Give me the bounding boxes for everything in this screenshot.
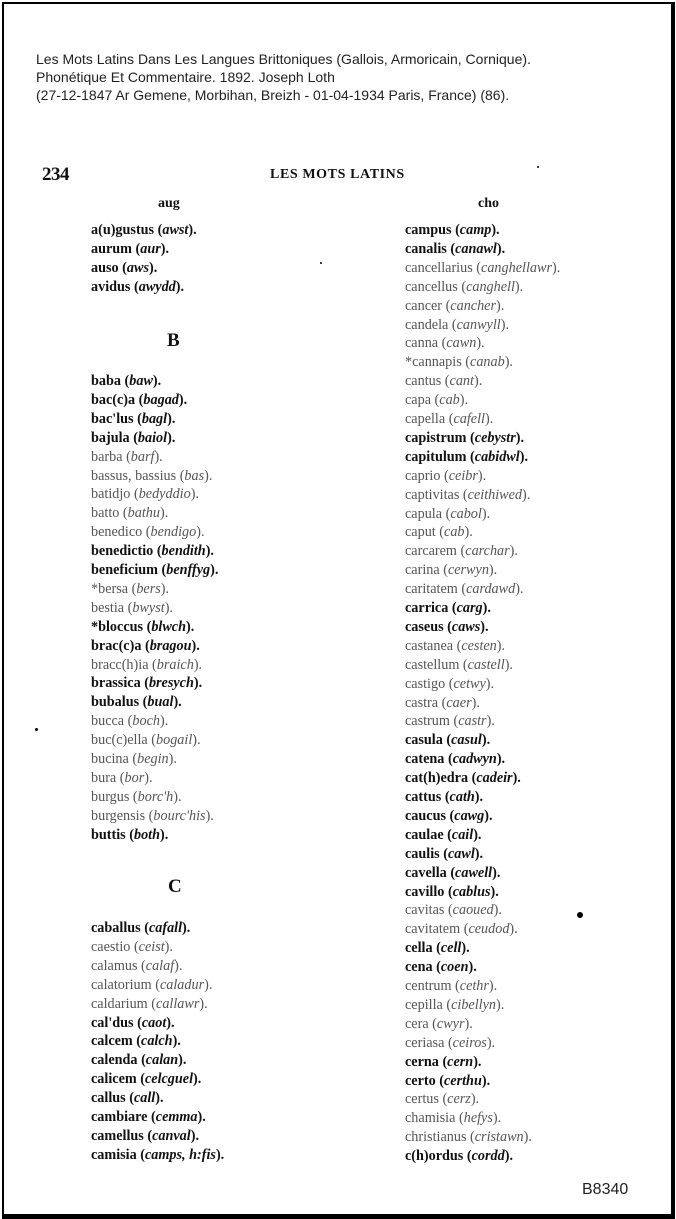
welsh-word: cawg: [454, 807, 485, 824]
entry-row: carcarem (carchar).: [405, 543, 518, 560]
welsh-word: cawn: [446, 335, 477, 352]
latin-word: avidus: [91, 278, 131, 295]
welsh-word: cetwy: [453, 675, 486, 692]
welsh-word: bagl: [141, 410, 168, 427]
entry-row: campus (camp).: [405, 222, 500, 238]
entry-row: cancellarius (canghellawr).: [405, 259, 561, 276]
welsh-word: hefys: [463, 1110, 493, 1127]
latin-word: camisia: [91, 1146, 137, 1163]
welsh-word: cordd: [471, 1148, 505, 1165]
latin-word: barba: [91, 448, 123, 465]
entry-row: cal'dus (caot).: [91, 1014, 175, 1031]
latin-word: caritatem: [405, 581, 458, 598]
entry-row: cat(h)edra (cadeir).: [405, 770, 521, 787]
latin-word: cella: [405, 940, 433, 957]
welsh-word: calaf: [145, 957, 175, 974]
welsh-word: aur: [140, 240, 161, 257]
latin-word: calamus: [91, 957, 138, 974]
welsh-word: bendigo: [150, 524, 197, 541]
latin-word: batto: [91, 505, 120, 522]
welsh-word: bourc'his: [153, 807, 206, 824]
entry-row: auso (aws).: [91, 259, 158, 276]
speck-mark: [537, 166, 539, 168]
welsh-word: cesten: [461, 637, 497, 654]
welsh-word: cablus: [452, 883, 491, 900]
entry-row: caldarium (callawr).: [91, 995, 208, 1012]
latin-word: caulis: [405, 845, 440, 862]
entry-row: burgensis (bourc'his).: [91, 807, 214, 824]
welsh-word: castell: [467, 656, 505, 673]
latin-word: *bloccus: [91, 618, 144, 635]
entry-row: batidjo (bedyddio).: [91, 486, 199, 503]
entry-row: centrum (cethr).: [405, 978, 498, 994]
entry-row: benedico (bendigo).: [91, 524, 205, 541]
entry-row: a(u)gustus (awst).: [91, 222, 197, 238]
welsh-word: cail: [451, 826, 474, 843]
latin-word: brac(c)a: [91, 637, 142, 654]
latin-word: burgensis: [91, 807, 146, 824]
latin-word: batidjo: [91, 486, 131, 503]
latin-word: cavillo: [405, 883, 445, 900]
welsh-word: bagad: [143, 391, 179, 408]
latin-word: cattus: [405, 789, 442, 805]
welsh-word: carchar: [465, 543, 510, 560]
welsh-word: bual: [147, 694, 174, 711]
latin-word: caucus: [405, 807, 446, 824]
latin-word: cancer: [405, 297, 443, 314]
welsh-word: bedyddio: [138, 486, 191, 503]
welsh-word: coen: [440, 959, 469, 976]
welsh-word: calch: [141, 1033, 173, 1050]
welsh-word: cristawn: [474, 1129, 524, 1146]
entry-row: christianus (cristawn).: [405, 1129, 532, 1146]
entry-row: cella (cell).: [405, 940, 470, 957]
entry-row: castra (caer).: [405, 694, 480, 711]
welsh-word: cafell: [453, 411, 485, 427]
entry-row: captivitas (ceithiwed).: [405, 486, 531, 503]
entry-row: bura (bor).: [91, 769, 153, 786]
latin-word: cancellarius: [405, 259, 473, 276]
welsh-word: blwch: [151, 618, 186, 635]
entry-row: cerna (cern).: [405, 1053, 482, 1070]
welsh-word: celcguel: [144, 1071, 194, 1088]
welsh-word: cafall: [148, 920, 183, 936]
welsh-word: bers: [136, 580, 161, 597]
entry-row: candela (canwyll).: [405, 316, 510, 333]
latin-word: capella: [405, 411, 446, 427]
entry-row: buttis (both).: [91, 826, 169, 843]
latin-word: caput: [405, 524, 436, 541]
entry-row: beneficium (benffyg).: [91, 562, 219, 578]
latin-word: a(u)gustus: [91, 222, 155, 238]
entry-row: *cannapis (canab).: [405, 354, 513, 371]
latin-word: calenda: [91, 1052, 138, 1069]
entry-row: cavella (cawell).: [405, 864, 501, 881]
latin-word: bucina: [91, 751, 129, 767]
entry-row: caput (cab).: [405, 524, 473, 541]
entry-row: caucus (cawg).: [405, 807, 493, 824]
latin-word: calicem: [91, 1071, 137, 1088]
entry-row: bac'lus (bagl).: [91, 410, 176, 427]
latin-word: bucca: [91, 713, 125, 730]
welsh-word: cebystr: [474, 429, 516, 446]
welsh-word: bor: [124, 769, 145, 786]
latin-word: caestio: [91, 938, 131, 955]
welsh-word: cadeir: [476, 770, 513, 787]
welsh-word: cancher: [450, 297, 496, 314]
welsh-word: barf: [130, 448, 155, 465]
welsh-word: canwyll: [456, 316, 501, 333]
welsh-word: awst: [162, 222, 189, 238]
latin-word: cal'dus: [91, 1014, 134, 1031]
welsh-word: cab: [444, 524, 465, 541]
latin-word: certus: [405, 1091, 439, 1108]
welsh-word: borc'h: [137, 788, 174, 805]
header-line-3: (27-12-1847 Ar Gemene, Morbihan, Breizh - 01-04-1934 Paris, France) (86).: [36, 87, 510, 103]
welsh-word: baiol: [137, 429, 168, 446]
welsh-word: bwyst: [132, 599, 165, 616]
entry-row: calcem (calch).: [91, 1033, 181, 1050]
entry-row: capa (cab).: [405, 392, 469, 409]
latin-word: burgus: [91, 788, 130, 805]
entry-row: cantus (cant).: [405, 373, 483, 390]
entry-row: cattus (cath).: [405, 789, 484, 805]
speck-mark: [320, 262, 322, 264]
welsh-word: canval: [152, 1127, 191, 1144]
welsh-word: cemma: [155, 1109, 198, 1125]
latin-word: capitulum: [405, 448, 467, 465]
welsh-word: cawell: [455, 864, 493, 881]
welsh-word: bathu: [127, 505, 160, 522]
latin-word: cavitas: [405, 902, 445, 919]
entry-row: canna (cawn).: [405, 335, 485, 352]
entry-row: brassica (bresych).: [91, 675, 203, 692]
welsh-word: both: [133, 826, 161, 843]
entry-row: callus (call).: [91, 1090, 164, 1107]
entry-row: ceriasa (ceiros).: [405, 1034, 496, 1051]
welsh-word: cibellyn: [451, 996, 496, 1013]
entry-row: *bloccus (blwch).: [91, 618, 195, 635]
entry-row: bucca (boch).: [91, 713, 169, 730]
entry-row: caestio (ceist).: [91, 938, 173, 955]
entry-row: avidus (awydd).: [91, 278, 185, 295]
welsh-word: ceibr: [448, 467, 478, 484]
entry-row: baba (baw).: [91, 373, 162, 389]
document-code: B8340: [582, 1181, 629, 1198]
latin-word: capula: [405, 505, 443, 522]
welsh-word: cadwyn: [452, 751, 497, 768]
entry-row: castellum (castell).: [405, 656, 513, 673]
welsh-word: cern: [447, 1053, 474, 1070]
entry-row: cavitas (caoued).: [405, 902, 502, 919]
entry-row: bucina (begin).: [91, 751, 177, 767]
latin-word: carrica: [405, 600, 449, 616]
entry-row: caulis (cawl).: [405, 845, 484, 862]
entry-row: caulae (cail).: [405, 826, 482, 843]
latin-word: caballus: [91, 920, 141, 936]
welsh-word: canab: [470, 354, 505, 371]
latin-word: chamisia: [405, 1110, 456, 1127]
entry-row: bassus, bassius (bas).: [91, 467, 213, 484]
entry-row: brac(c)a (bragou).: [91, 637, 200, 654]
entry-row: certo (certhu).: [405, 1072, 491, 1089]
welsh-word: canghell: [466, 278, 515, 295]
entry-row: c(h)ordus (cordd).: [405, 1148, 514, 1165]
welsh-word: casul: [451, 732, 482, 749]
welsh-word: cant: [449, 373, 474, 390]
entry-row: *bersa (bers).: [91, 580, 170, 597]
welsh-word: cerz: [447, 1091, 471, 1108]
entry-row: cambiare (cemma).: [91, 1109, 206, 1125]
latin-word: captivitas: [405, 486, 460, 503]
welsh-word: baw: [129, 373, 153, 389]
latin-word: cavella: [405, 864, 447, 881]
entry-row: bracc(h)ia (braich).: [91, 656, 203, 673]
running-head: LES MOTS LATINS: [270, 167, 405, 182]
latin-word: caseus: [405, 618, 444, 635]
latin-word: catena: [405, 751, 445, 768]
latin-word: ceriasa: [405, 1034, 445, 1051]
welsh-word: bendith: [161, 543, 206, 560]
entry-row: burgus (borc'h).: [91, 788, 182, 805]
entry-row: carrica (carg).: [405, 600, 491, 616]
latin-word: caprio: [405, 467, 441, 484]
latin-word: calatorium: [91, 976, 152, 993]
welsh-word: cabol: [450, 505, 482, 522]
latin-word: casula: [405, 732, 443, 749]
welsh-word: calan: [145, 1052, 179, 1069]
latin-word: c(h)ordus: [405, 1148, 464, 1165]
entry-row: camisia (camps, h:fis).: [91, 1146, 225, 1163]
latin-word: cancellus: [405, 278, 458, 295]
latin-word: benedictio: [91, 543, 154, 560]
entry-row: casula (casul).: [405, 732, 491, 749]
latin-word: brassica: [91, 675, 141, 692]
entry-row: calenda (calan).: [91, 1052, 187, 1069]
welsh-word: cethr: [459, 978, 489, 994]
entry-row: cera (cwyr).: [405, 1015, 473, 1032]
welsh-word: caladur: [159, 976, 205, 993]
entry-row: bac(c)a (bagad).: [91, 391, 188, 408]
welsh-word: call: [133, 1090, 156, 1107]
entry-row: capula (cabol).: [405, 505, 491, 522]
entry-row: bajula (baiol).: [91, 429, 176, 446]
latin-word: caldarium: [91, 995, 148, 1012]
welsh-word: carg: [456, 600, 483, 616]
entry-row: cena (coen).: [405, 959, 477, 976]
latin-word: castanea: [405, 637, 454, 654]
latin-word: centrum: [405, 978, 452, 994]
entry-row: benedictio (bendith).: [91, 543, 214, 560]
welsh-word: ceithiwed: [467, 486, 523, 503]
latin-word: bac'lus: [91, 410, 134, 427]
welsh-word: begin: [137, 751, 169, 767]
latin-word: candela: [405, 316, 449, 333]
latin-word: aurum: [91, 240, 132, 257]
welsh-word: certhu: [444, 1072, 482, 1089]
welsh-word: boch: [132, 713, 160, 730]
entry-row: caprio (ceibr).: [405, 467, 487, 484]
entry-row: calicem (celcguel).: [91, 1071, 202, 1088]
entry-row: bestia (bwyst).: [91, 599, 173, 616]
welsh-word: benffyg: [166, 562, 211, 578]
welsh-word: caws: [451, 618, 481, 635]
entry-row: barba (barf).: [91, 448, 163, 465]
latin-word: auso: [91, 259, 119, 276]
welsh-word: braich: [156, 656, 194, 673]
entry-row: capitulum (cabidwl).: [405, 448, 528, 465]
right-column-head: cho: [478, 196, 499, 211]
entry-row: caritatem (cardawd).: [405, 581, 524, 598]
latin-word: cera: [405, 1015, 429, 1032]
latin-word: cena: [405, 959, 433, 976]
latin-word: benedico: [91, 524, 143, 541]
header-line-2: Phonétique Et Commentaire. 1892. Joseph Loth: [36, 69, 335, 85]
entry-row: canalis (canawl).: [405, 240, 506, 257]
entry-row: cavillo (cablus).: [405, 883, 499, 900]
welsh-word: aws: [126, 259, 149, 276]
ink-blot: [577, 912, 583, 918]
document-header: [36, 50, 656, 104]
latin-word: cantus: [405, 373, 442, 390]
latin-word: bajula: [91, 429, 130, 446]
entry-row: cancer (cancher).: [405, 297, 505, 314]
entry-row: batto (bathu).: [91, 505, 169, 522]
entry-row: capella (cafell).: [405, 411, 494, 427]
welsh-word: camp: [459, 222, 492, 238]
welsh-word: cabidwl: [474, 448, 520, 465]
entry-row: buc(c)ella (bogail).: [91, 732, 201, 749]
entry-row: castrum (castr).: [405, 713, 495, 730]
latin-word: buc(c)ella: [91, 732, 148, 749]
latin-word: campus: [405, 222, 452, 238]
welsh-word: cell: [440, 940, 462, 957]
entry-row: chamisia (hefys).: [405, 1110, 502, 1127]
latin-word: bassus, bassius: [91, 467, 177, 484]
welsh-word: bogail: [156, 732, 193, 749]
welsh-word: caer: [446, 694, 472, 711]
welsh-word: caot: [141, 1014, 167, 1031]
latin-word: camellus: [91, 1127, 144, 1144]
latin-word: bac(c)a: [91, 391, 136, 408]
latin-word: *cannapis: [405, 354, 462, 371]
latin-word: caulae: [405, 826, 444, 843]
welsh-word: castr: [458, 713, 487, 730]
latin-word: beneficium: [91, 562, 158, 578]
latin-word: cepilla: [405, 996, 443, 1013]
welsh-word: bas: [184, 467, 205, 484]
latin-word: cerna: [405, 1053, 439, 1070]
latin-word: canalis: [405, 240, 447, 257]
welsh-word: camps, h:fis: [145, 1146, 216, 1163]
section-letter-b: B: [167, 330, 180, 351]
entry-row: camellus (canval).: [91, 1127, 199, 1144]
latin-word: buttis: [91, 826, 126, 843]
latin-word: canna: [405, 335, 439, 352]
entry-row: cancellus (canghell).: [405, 278, 524, 295]
welsh-word: canghellawr: [481, 259, 552, 276]
welsh-word: cardawd: [466, 581, 516, 598]
welsh-word: cab: [439, 392, 460, 409]
welsh-word: bragou: [149, 637, 192, 654]
entry-row: catena (cadwyn).: [405, 751, 506, 768]
header-line-1: Les Mots Latins Dans Les Langues Brittoniques (Gallois, Armoricain, Cornique).: [36, 51, 531, 67]
latin-word: bubalus: [91, 694, 140, 711]
entry-row: castigo (cetwy).: [405, 675, 495, 692]
welsh-word: callawr: [156, 995, 200, 1012]
left-column-head: aug: [158, 196, 180, 211]
entry-row: aurum (aur).: [91, 240, 170, 257]
welsh-word: awydd: [138, 278, 176, 295]
welsh-word: cawl: [447, 845, 475, 862]
latin-word: bestia: [91, 599, 125, 616]
entry-row: caballus (cafall).: [91, 920, 191, 936]
latin-word: certo: [405, 1072, 436, 1089]
welsh-word: cath: [449, 789, 475, 805]
latin-word: *bersa: [91, 580, 129, 597]
welsh-word: ceist: [138, 938, 165, 955]
latin-word: christianus: [405, 1129, 467, 1146]
latin-word: capistrum: [405, 429, 467, 446]
latin-word: calcem: [91, 1033, 133, 1050]
latin-word: castellum: [405, 656, 460, 673]
latin-word: cavitatem: [405, 921, 461, 938]
page-number: 234: [42, 164, 69, 185]
welsh-word: cwyr: [436, 1015, 465, 1032]
speck-mark: [35, 728, 38, 731]
latin-word: callus: [91, 1090, 126, 1107]
latin-word: cat(h)edra: [405, 770, 469, 787]
entry-row: castanea (cesten).: [405, 637, 506, 654]
entry-row: calatorium (caladur).: [91, 976, 213, 993]
latin-word: bracc(h)ia: [91, 656, 149, 673]
entry-row: certus (cerz).: [405, 1091, 480, 1108]
latin-word: bura: [91, 769, 117, 786]
latin-word: castra: [405, 694, 439, 711]
section-letter-c: C: [168, 876, 182, 897]
welsh-word: bresych: [148, 675, 194, 692]
latin-word: capa: [405, 392, 431, 409]
latin-word: baba: [91, 373, 121, 389]
latin-word: cambiare: [91, 1109, 148, 1125]
entry-row: bubalus (bual).: [91, 694, 182, 711]
welsh-word: caoued: [452, 902, 494, 919]
latin-word: carcarem: [405, 543, 457, 560]
entry-row: capistrum (cebystr).: [405, 429, 525, 446]
latin-word: carina: [405, 562, 440, 579]
entry-row: cavitatem (ceudod).: [405, 921, 518, 938]
latin-word: castigo: [405, 675, 446, 692]
welsh-word: ceudod: [468, 921, 510, 938]
entry-row: caseus (caws).: [405, 618, 489, 635]
welsh-word: canawl: [455, 240, 497, 257]
welsh-word: cerwyn: [447, 562, 489, 579]
latin-word: castrum: [405, 713, 450, 730]
welsh-word: ceiros: [452, 1034, 487, 1051]
entry-row: carina (cerwyn).: [405, 562, 498, 579]
entry-row: calamus (calaf).: [91, 957, 183, 974]
entry-row: cepilla (cibellyn).: [405, 996, 505, 1013]
